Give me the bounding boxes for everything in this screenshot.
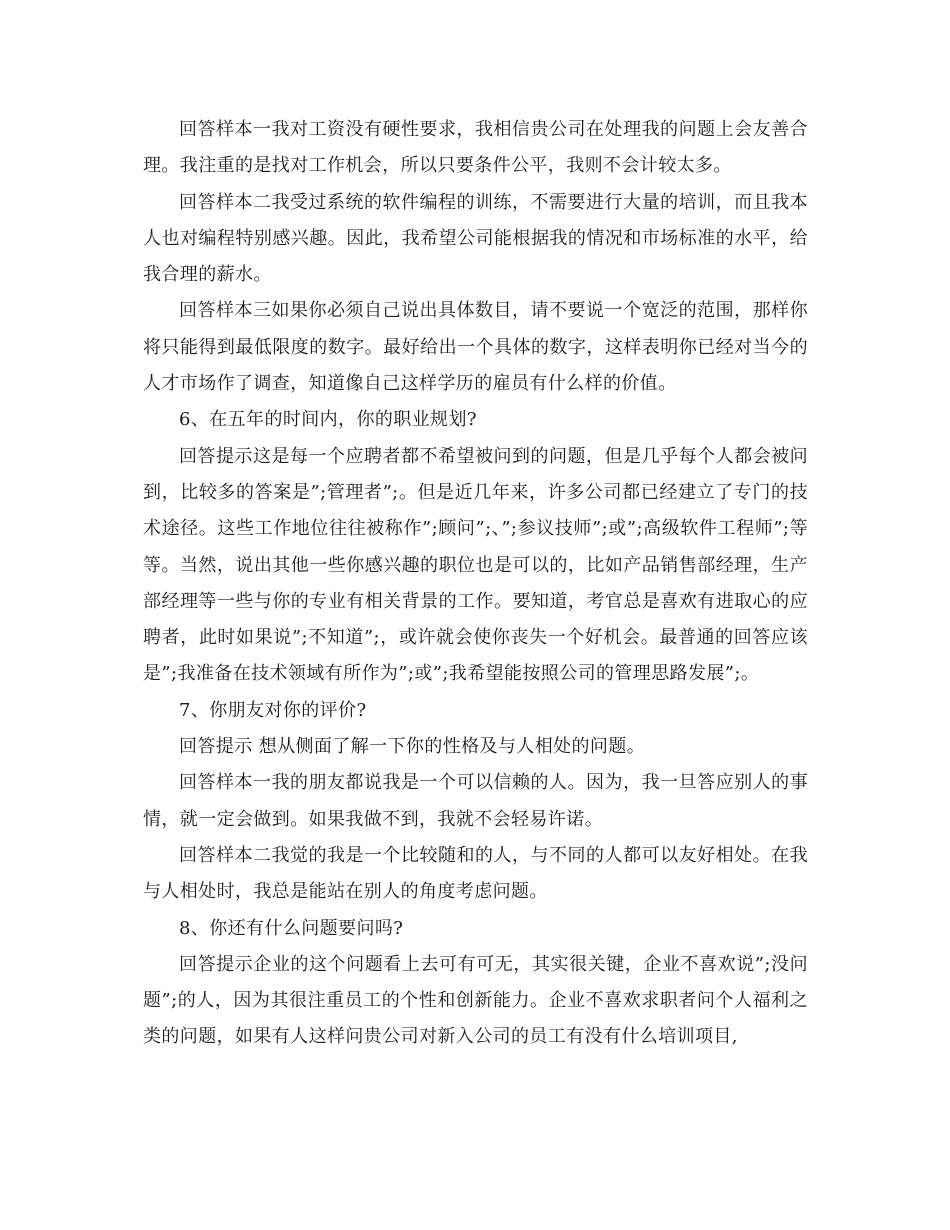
heading-question-6: 6、在五年的时间内，你的职业规划?	[179, 409, 477, 431]
paragraph-hint-questions: 回答提示企业的这个问题看上去可有可无，其实很关键，企业不喜欢说”;没问题”;的人，因为其很注重员工的个性和创新能力。企业不喜欢求职者问个人福利之类的问题，如果有人这样问贵公司对新入公司的员工有没有什么培训项目,	[143, 953, 808, 1048]
paragraph-sample-two-salary: 回答样本二我受过系统的软件编程的训练，不需要进行大量的培训，而且我本人也对编程特别感兴趣。因此，我希望公司能根据我的情况和市场标准的水平，给我合理的薪水。	[143, 191, 808, 286]
document-body	[143, 112, 808, 1056]
paragraph-sample-one-salary: 回答样本一我对工资没有硬性要求，我相信贵公司在处理我的问题上会友善合理。我注重的是找对工作机会，所以只要条件公平，我则不会计较太多。	[143, 119, 808, 177]
heading-question-7: 7、你朋友对你的评价?	[179, 699, 367, 721]
paragraph-hint-career-plan: 回答提示这是每一个应聘者都不希望被问到的问题，但是几乎每个人都会被问到，比较多的答案是”;管理者”;。但是近几年来，许多公司都已经建立了专门的技术途径。这些工作地位往往被称作”;顾问”;、”;参议技师”;或”;高级软件工程师”;等等。当然，说出其他一些你感兴趣的职位也是可以的，比如产品销售部经理，生产部经理等一些与你的专业有相关背景的工作。要知道，考官总是喜欢有进取心的应聘者，此时如果说”;不知道”;，或许就会使你丧失一个好机会。最普通的回答应该是”;我准备在技术领域有所作为”;或”;我希望能按照公司的管理思路发展”;。	[143, 445, 808, 685]
paragraph-sample-three-salary: 回答样本三如果你必须自己说出具体数目，请不要说一个宽泛的范围，那样你将只能得到最低限度的数字。最好给出一个具体的数字，这样表明你已经对当今的人才市场作了调查，知道像自己这样学历的雇员有什么样的价值。	[143, 300, 808, 395]
paragraph-sample-two-friends: 回答样本二我觉的我是一个比较随和的人，与不同的人都可以友好相处。在我与人相处时，我总是能站在别人的角度考虑问题。	[143, 844, 808, 903]
heading-question-8: 8、你还有什么问题要问吗?	[179, 917, 404, 939]
paragraph-sample-one-friends: 回答样本一我的朋友都说我是一个可以信赖的人。因为，我一旦答应别人的事情，就一定会做到。如果我做不到，我就不会轻易许诺。	[143, 772, 808, 830]
paragraph-hint-friends-evaluation: 回答提示 想从侧面了解一下你的性格及与人相处的问题。	[179, 736, 646, 758]
